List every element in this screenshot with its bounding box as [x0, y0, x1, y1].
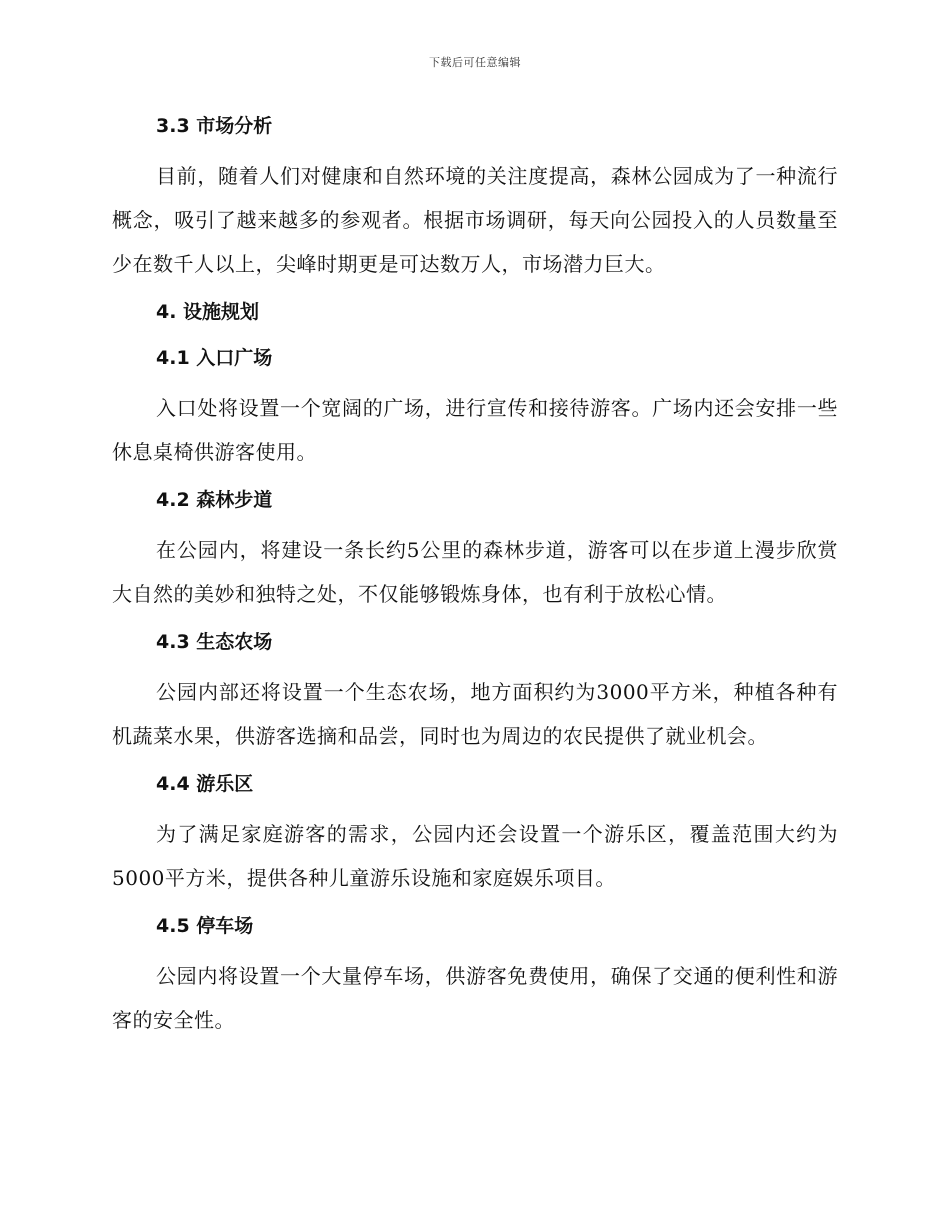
section-4-1 — [112, 340, 838, 474]
section-4-2 — [112, 482, 838, 616]
section-paragraph: 在公园内，将建设一条长约5公里的森林步道，游客可以在步道上漫步欣赏大自然的美妙和独特之处，不仅能够锻炼身体，也有利于放松心情。 — [112, 538, 838, 606]
section-heading: 3.3 市场分析 — [156, 115, 273, 137]
section-4 — [112, 294, 838, 330]
section-paragraph: 为了满足家庭游客的需求，公园内还会设置一个游乐区，覆盖范围大约为5000平方米，提供各种儿童游乐设施和家庭娱乐项目。 — [112, 822, 838, 890]
header-note: 下载后可任意编辑 — [429, 56, 521, 69]
section-paragraph: 入口处将设置一个宽阔的广场，进行宣传和接待游客。广场内还会安排一些休息桌椅供游客使用。 — [112, 396, 838, 464]
section-heading: 4.5 停车场 — [156, 915, 254, 937]
section-4-3 — [112, 624, 838, 758]
section-heading: 4.2 森林步道 — [156, 489, 273, 511]
section-4-4 — [112, 766, 838, 900]
section-4-5 — [112, 908, 838, 1042]
section-paragraph: 公园内将设置一个大量停车场，供游客免费使用，确保了交通的便利性和游客的安全性。 — [112, 964, 838, 1032]
section-heading: 4.4 游乐区 — [156, 773, 254, 795]
section-3-3 — [112, 108, 838, 286]
section-paragraph: 公园内部还将设置一个生态农场，地方面积约为3000平方米，种植各种有机蔬菜水果，供游客选摘和品尝，同时也为周边的农民提供了就业机会。 — [112, 680, 838, 748]
section-heading: 4.3 生态农场 — [156, 631, 273, 653]
section-paragraph: 目前，随着人们对健康和自然环境的关注度提高，森林公园成为了一种流行概念，吸引了越来越多的参观者。根据市场调研，每天向公园投入的人员数量至少在数千人以上，尖峰时期更是可达数万人，市场潜力巨大。 — [112, 164, 838, 276]
document-content — [112, 108, 838, 1050]
section-heading: 4.1 入口广场 — [156, 347, 273, 369]
section-heading: 4. 设施规划 — [156, 301, 260, 323]
